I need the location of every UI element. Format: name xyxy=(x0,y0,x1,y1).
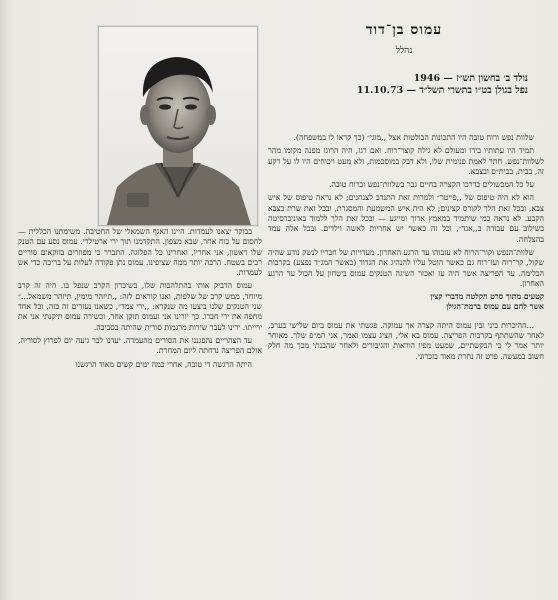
paragraph: היתה הרגשה די טובה, אחרי כמה ימים קשים מאוד הרגשנו xyxy=(75,359,252,369)
paragraph: שלוות נפש ורוח טובה היו התכונות הבולטות אצל ,,מוגי״ (כך קראו לו במשפחה). xyxy=(293,133,534,142)
death-date: נפל בגולן בט״ו בתשרי תשל״ד — 11.10.73 xyxy=(356,85,528,96)
paragraph: על כל המכשולים בדרכו הקצרה בחיים גבר בשלוות־נפש וברוח טובה. xyxy=(329,180,534,190)
memorial-header xyxy=(268,22,540,56)
paragraph: עד הצהריים נהפגננו את הסורים מהעמדה. יעדנו לבר גיעה יום לפרוץ לסוריה, אולם הפריצה נדחתה ליום המחרת. xyxy=(18,335,262,356)
person-name: עמוס בן־דוד xyxy=(365,22,443,38)
paragraph: עמוס הדביק אותי בהתלהבות שלו, בשיכרון הקרב שנפל בו. היה זה קרב מיוחד, ממש קרב של שלפות, ואנו קוראים לזה: ,,תיזהר מימין, תיזהר משמאל...״ שני הטנקים שלנו ביצעו מה שנקרא: ,,ירי צמד״, כשאנו נעזרים זה בזה, וכל אחד מחפה את ירי חברו. כך יורינו אני ועמוס תוקן אחד, וכשירה עמוס תיקנתי אני את ירייתו. ירינו לעבר שירות מרגמות סורית שהיתה בסביבה. xyxy=(18,281,262,332)
paragraph: הוא לא היה טיפוס של ,,פייטר״ ולמרות זאת התנדב לצנחנים; לא נראה טיפוס של איש צבא, ובכל זאת הלך לקורס קצינים; לא היה איש המשמעת והמסגרת, ובכל זאת שרת בצבא הקבע. לא נראה כמי שיתמיד במאמץ ארוך ומייגע — ובכל זאת הלך ללמוד באוניברסיטה בשילוב עם עבודה ב,,אגד״, וכל זה כאשר יש אחריות לאשה וילדים. ובכל אלה עמד בהצלחה. xyxy=(268,193,544,244)
portrait-image xyxy=(99,27,257,225)
portrait-photo xyxy=(98,26,258,226)
paragraph: בבוקר יצאנו לעמדות. היינו האגף השמאלי של החטיבה. משימתנו הכללית — לחסום על כוח אחר, שבא מצפון. התקדמנו תוך ירי ארטילרי. עמוס נסע עם הטנק שלו ראשון, אני אחריו, ואחרינו כל הפלוגה. התברר כי מפוזרים בזוקאים סוריים רבים בשטח. הרבה יותר ממה שציפינו. עמוס נתן פקודה לעלות על בריכה כדי אש לעמדות. xyxy=(18,227,262,278)
left-text-column xyxy=(18,227,262,600)
paragraph: שלוות־הנפש וקור־הרוח לא עזבוהו עד הרגע האחרון. מעדויות של חבריו לנשק נודע שהיה שקול, קר־רוח ועז־רוח גם כאשר הוטל עליו להנהיג את הגדוד (כאשר המג״ד נפצע) בקרבות הבלימה. עד הפריצה אשר היה עז ואכזר השיגה הטנקים עמוס ביטחון על הכול עד הרגע האחרון. xyxy=(268,247,544,288)
paragraph: תמיד היו עתותיו בידו ומעולם לא גילה קוצר־רוח. ואם רגז, היה הרוגז מפנה מקומו מהר לשלוות־נפש. חתר לאמת פנימית שלו, ולא דבק במוסכמות, ולא מעט ויכוחים היו לו על רקע זה, בבית, בבית״ס ובצבא. xyxy=(268,146,544,176)
birth-date: נולד ב׳ בחשון תש״ז — 1946 xyxy=(413,73,528,84)
excerpt-source xyxy=(268,292,544,313)
excerpt-source-line1: קטעים מתוך סרט הקלטה מדברי קצין xyxy=(430,292,544,302)
right-text-column xyxy=(268,133,544,598)
paragraph: ...ההיכרות ביני ובין עמוס היתה קצרה אך עמוקה. פגשתי את עמוס ביום שלישי בערב, לאחר שהשתתף בקרבות הפריצה. עמוס בא אלי, הציג עצמו ואמר, אני המ״פ שלך. מאוחר יותר אמר לי כי הבקשתיים, שמעט מפיו הוראות והגיבורים ולאחר שהבנתי מכך מה חלק חשוב במעשה. פרט זה נחרת מאוד בזכרוני. xyxy=(268,320,544,361)
dates-block xyxy=(268,73,528,97)
status-label: נהלל xyxy=(395,46,413,56)
excerpt-source-line2: אשר לחם עם עמוס ברמת־הגולן xyxy=(446,302,544,312)
